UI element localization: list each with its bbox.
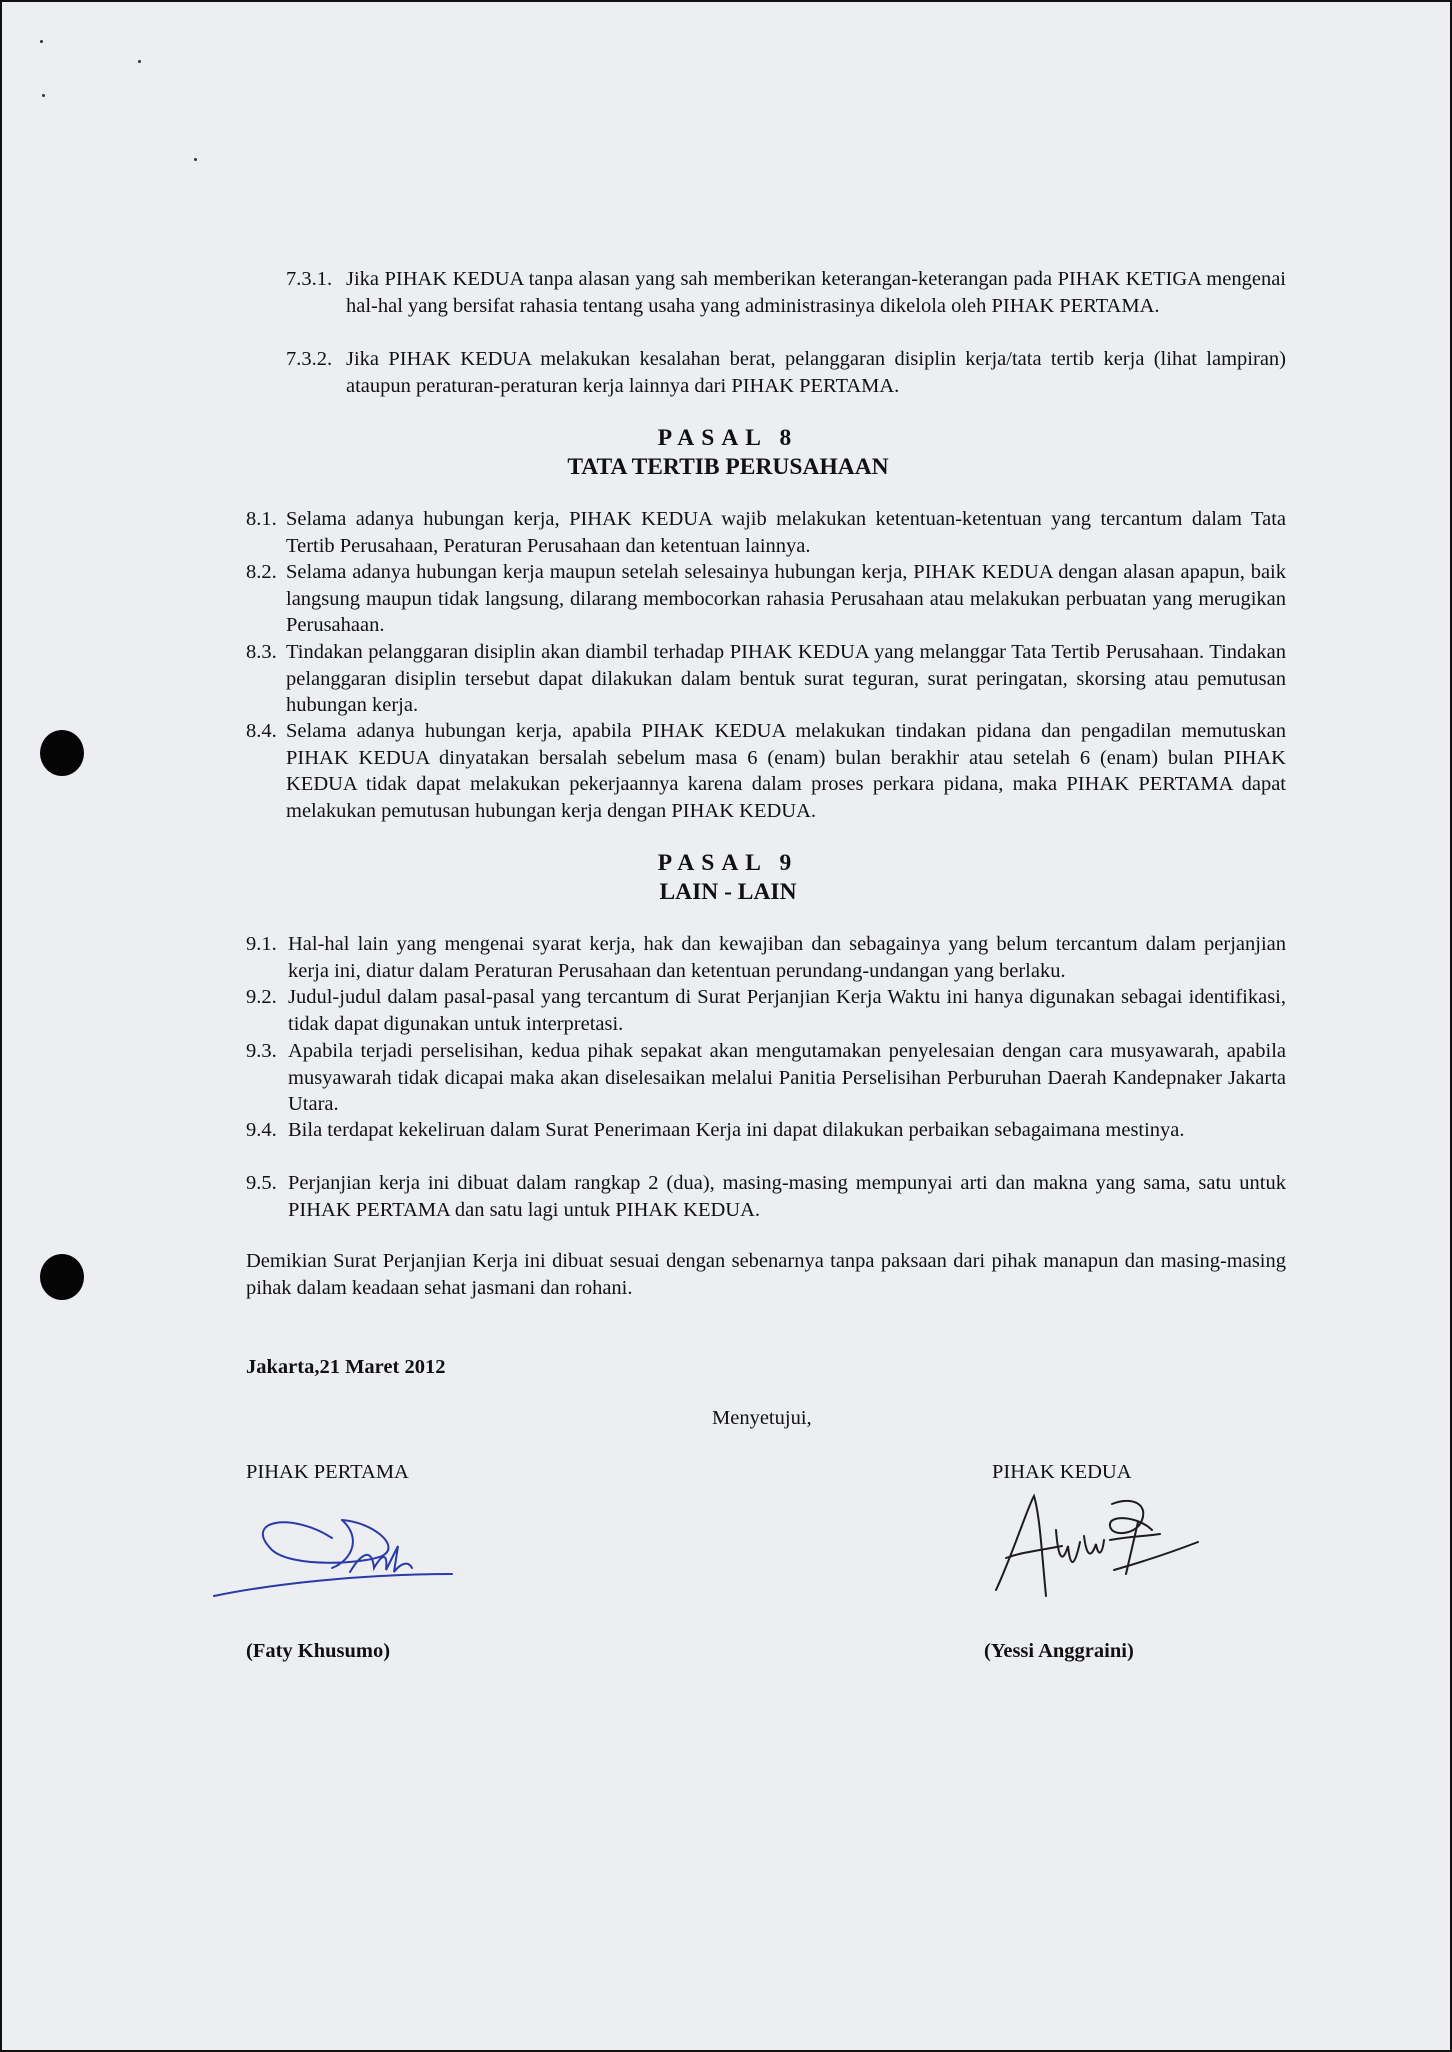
item-text: Jika PIHAK KEDUA melakukan kesalahan berat, pelanggaran disiplin kerja/tata tertib kerja (lihat lampiran) ataupun peraturan-peraturan kerja lainnya dari PIHAK PERTAMA. (346, 348, 1286, 397)
item-text: Tindakan pelanggaran disiplin akan diambil terhadap PIHAK KEDUA yang melanggar Tata Tertib Perusahaan. Tindakan pelanggaran disiplin tersebut dapat dilakukan dalam bentuk surat teguran, surat peringatan, skorsing atau pemutusan hubungan kerja. (286, 641, 1286, 716)
scan-speck (40, 40, 43, 43)
item-number: 7.3.2. (286, 348, 333, 370)
item-text: Selama adanya hubungan kerja, PIHAK KEDUA wajib melakukan ketentuan-ketentuan yang tercantum dalam Tata Tertib Perusahaan, Peraturan Perusahaan dan ketentuan lainnya. (286, 508, 1286, 557)
item-number: 9.4. (246, 1119, 277, 1141)
item-number: 7.3.1. (286, 268, 333, 290)
scan-speck (138, 60, 141, 63)
item-number: 9.2. (246, 986, 277, 1008)
party-1-label: PIHAK PERTAMA (246, 1461, 409, 1483)
signature-1-image (212, 1498, 462, 1608)
signing-date: Jakarta,21 Maret 2012 (246, 1356, 446, 1378)
item-number: 9.1. (246, 933, 277, 955)
item-text: Bila terdapat kekeliruan dalam Surat Penerimaan Kerja ini dapat dilakukan perbaikan sebagaimana mestinya. (288, 1119, 1185, 1141)
item-text: Selama adanya hubungan kerja maupun setelah selesainya hubungan kerja, PIHAK KEDUA dengan alasan apapun, baik langsung maupun tidak langsung, dilarang membocorkan rahasia Perusahaan atau melakukan perbuatan yang merugikan Perusahaan. (286, 561, 1286, 636)
item-text: Hal-hal lain yang mengenai syarat kerja, hak dan kewajiban dan sebagainya yang belum tercantum dalam perjanjian kerja ini, diatur dalam Peraturan Perusahaan dan ketentuan perundang-undangan yang berlaku. (288, 933, 1286, 982)
item-text: Jika PIHAK KEDUA tanpa alasan yang sah memberikan keterangan-keterangan pada PIHAK KETIGA mengenai hal-hal yang bersifat rahasia tentang usaha yang administrasinya dikelola oleh PIHAK PERTAMA. (346, 268, 1286, 317)
scan-speck (42, 94, 45, 97)
punch-hole (40, 1254, 84, 1300)
pasal-9-subtitle: LAIN - LAIN (659, 879, 797, 905)
item-number: 8.4. (246, 720, 277, 742)
pasal-8-title: PASAL 8 (657, 425, 799, 451)
scan-speck (194, 158, 197, 161)
party-2-name: (Yessi Anggraini) (984, 1640, 1134, 1662)
item-number: 8.2. (246, 561, 277, 583)
pasal-8-subtitle: TATA TERTIB PERUSAHAAN (567, 454, 889, 480)
item-text: Judul-judul dalam pasal-pasal yang tercantum di Surat Perjanjian Kerja Waktu ini hanya digunakan sebagai identifikasi, tidak dapat digunakan untuk interpretasi. (288, 986, 1286, 1035)
item-number: 9.5. (246, 1172, 277, 1194)
approval-label: Menyetujui, (712, 1407, 812, 1429)
pasal-9-title: PASAL 9 (657, 850, 799, 876)
item-text: Selama adanya hubungan kerja, apabila PIHAK KEDUA melakukan tindakan pidana dan pengadilan memutuskan PIHAK KEDUA dinyatakan bersalah sebelum masa 6 (enam) bulan berakhir atau setelah 6 (enam) bulan PIHAK KEDUA tidak dapat melakukan pekerjaannya karena dalam proses perkara pidana, maka PIHAK PERTAMA dapat melakukan pemutusan hubungan kerja dengan PIHAK KEDUA. (286, 720, 1286, 822)
item-number: 9.3. (246, 1040, 277, 1062)
item-text: Perjanjian kerja ini dibuat dalam rangkap 2 (dua), masing-masing mempunyai arti dan makna yang sama, satu untuk PIHAK PERTAMA dan satu lagi untuk PIHAK KEDUA. (288, 1172, 1286, 1221)
signature-2-image (992, 1486, 1202, 1606)
closing-paragraph: Demikian Surat Perjanjian Kerja ini dibuat sesuai dengan sebenarnya tanpa paksaan dari pihak manapun dan masing-masing pihak dalam keadaan sehat jasmani dan rohani. (246, 1250, 1286, 1299)
party-1-name: (Faty Khusumo) (246, 1640, 391, 1662)
item-number: 8.3. (246, 641, 277, 663)
item-number: 8.1. (246, 508, 277, 530)
item-text: Apabila terjadi perselisihan, kedua pihak sepakat akan mengutamakan penyelesaian dengan cara musyawarah, apabila musyawarah tidak dicapai maka akan diselesaikan melalui Panitia Perselisihan Perburuhan Daerah Kandepnaker Jakarta Utara. (288, 1040, 1286, 1115)
punch-hole (40, 730, 84, 776)
party-2-label: PIHAK KEDUA (992, 1461, 1132, 1483)
